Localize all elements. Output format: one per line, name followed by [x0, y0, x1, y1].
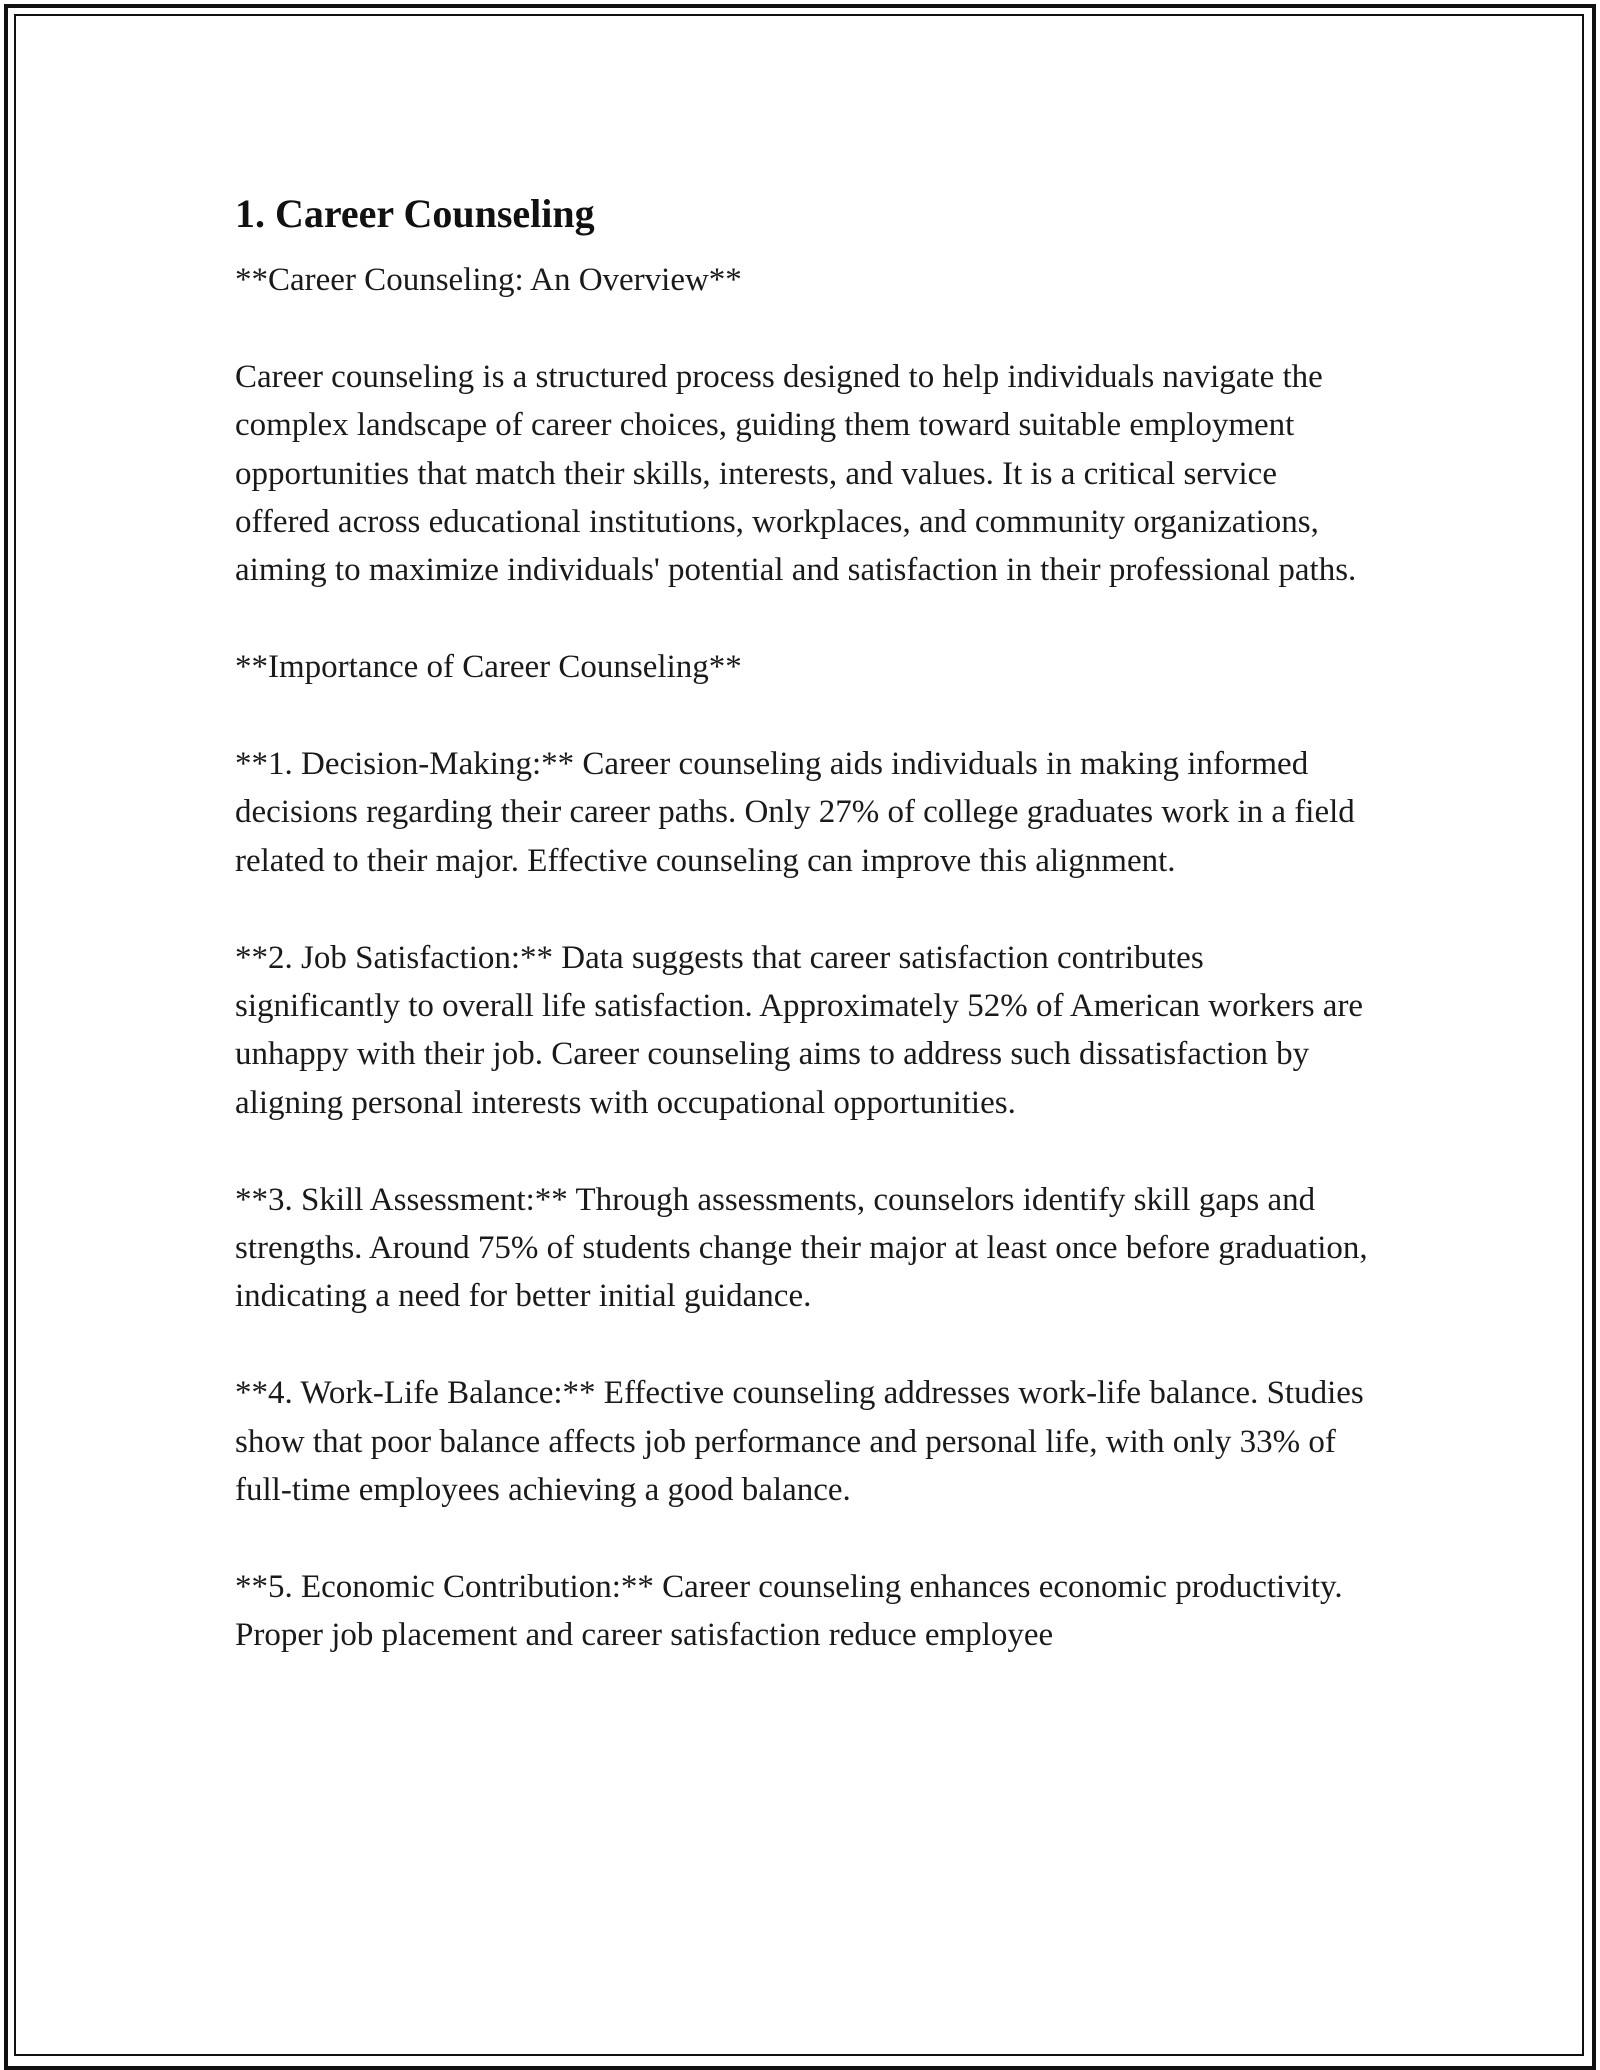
point-work-life-balance: **4. Work-Life Balance:** Effective counseling addresses work-life balance. Studies show that poor balance affects job performance and personal life, with only 33% of full-time employees achieving a good balance. [235, 1375, 1364, 1509]
document-body [235, 182, 1375, 1660]
point-decision-making: **1. Decision-Making:** Career counseling aids individuals in making informed decisions regarding their career paths. Only 27% of college graduates work in a field related to their major. Effective counseling can improve this alignment. [235, 746, 1355, 879]
point-economic-contribution: **5. Economic Contribution:** Career counseling enhances economic productivity. Proper job placement and career satisfaction reduce employee [235, 1568, 1343, 1654]
overview-paragraph: Career counseling is a structured process designed to help individuals navigate the complex landscape of career choices, guiding them toward suitable employment opportunities that match their skills, interests, and values. It is a critical service offered across educational institutions, workplaces, and community organizations, aiming to maximize individuals' potential and satisfaction in their professional paths. [235, 358, 1357, 589]
importance-subheading: **Importance of Career Counseling** [235, 649, 742, 686]
section-heading: 1. Career Counseling [235, 191, 595, 236]
overview-subheading: **Career Counseling: An Overview** [235, 262, 742, 298]
point-job-satisfaction: **2. Job Satisfaction:** Data suggests that career satisfaction contributes significantly to overall life satisfaction. Approximately 52% of American workers are unhappy with their job. Career counseling aims to address such dissatisfaction by aligning personal interests with occupational opportunities. [235, 939, 1364, 1121]
point-skill-assessment: **3. Skill Assessment:** Through assessments, counselors identify skill gaps and strengths. Around 75% of students change their major at least once before graduation, indicating a need for better initial guidance. [235, 1181, 1368, 1315]
